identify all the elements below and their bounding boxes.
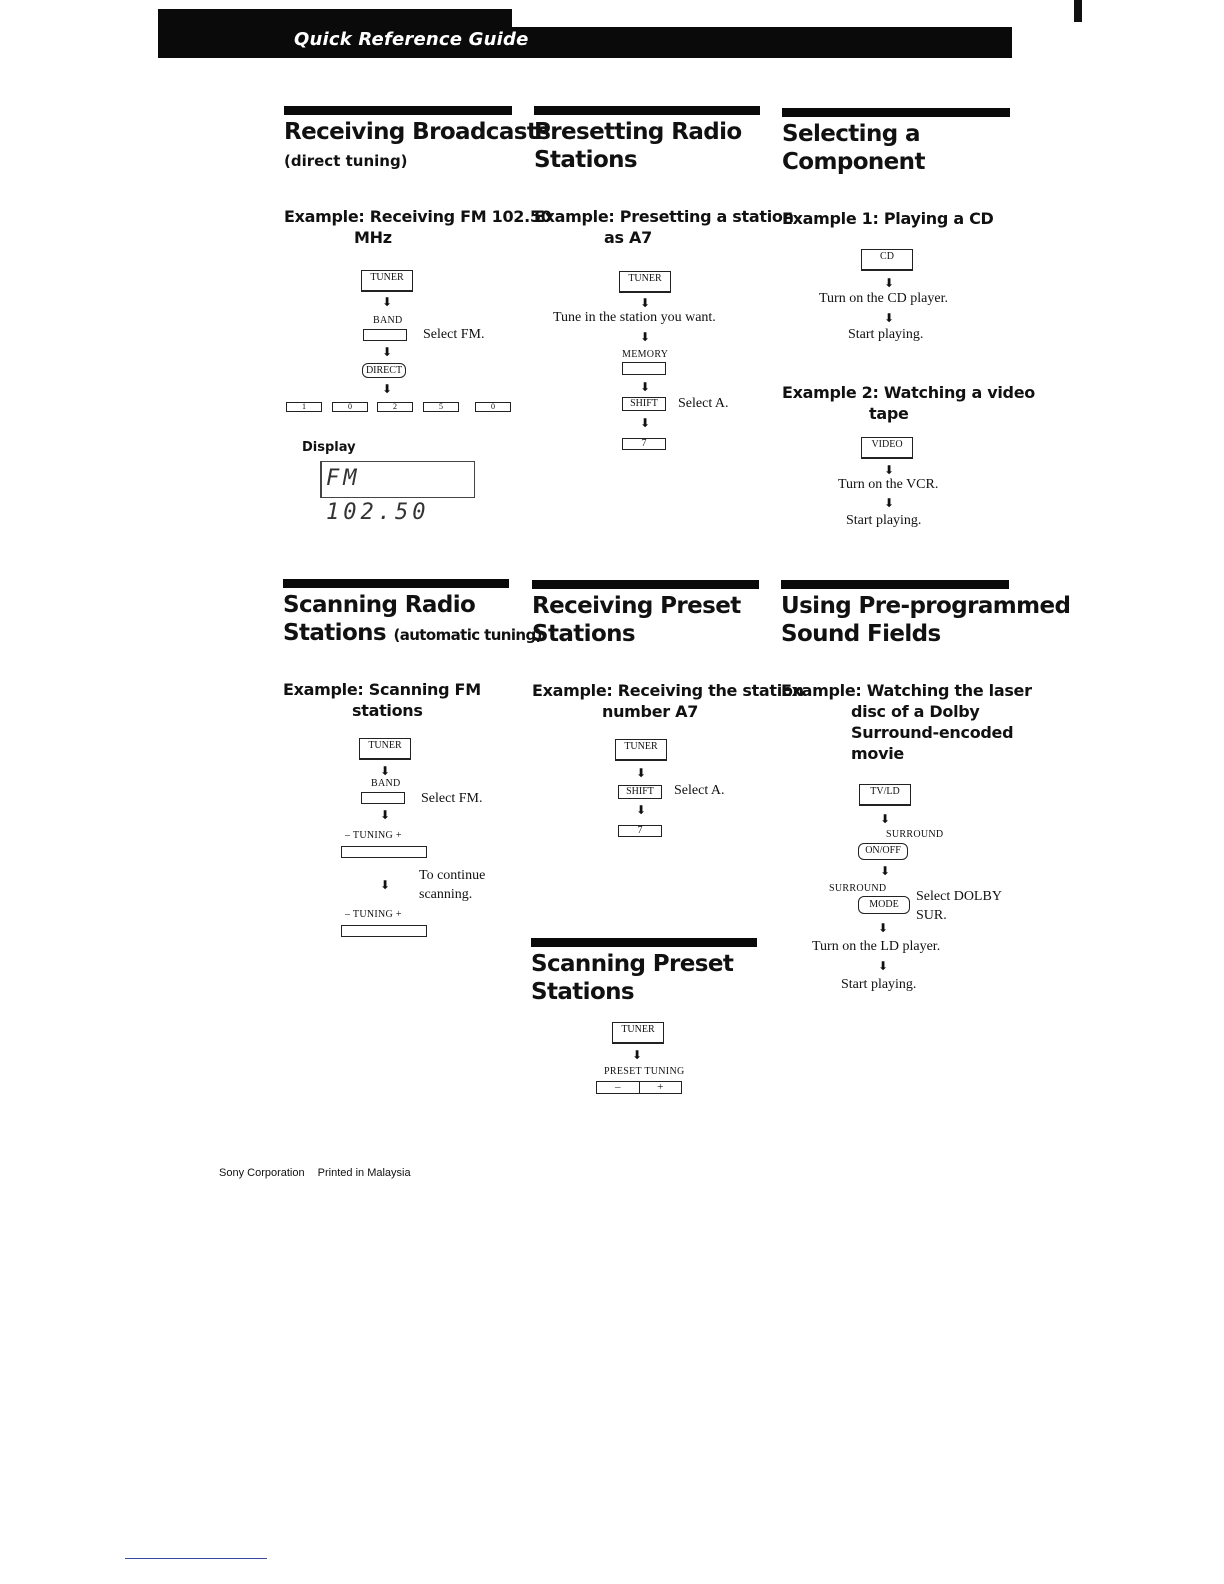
- example1-component: Example 1: Playing a CD: [782, 209, 994, 228]
- tuning-key: [341, 925, 427, 937]
- band-key: [361, 792, 405, 804]
- down-arrow-icon: ⬇: [632, 1048, 643, 1062]
- surround-label: SURROUND: [886, 829, 944, 840]
- title-line-2: Component: [782, 149, 925, 175]
- section-subtitle-receiving: (direct tuning): [284, 152, 408, 170]
- cd-on-text: Turn on the CD player.: [819, 291, 948, 306]
- down-arrow-icon: ⬇: [880, 864, 891, 878]
- section-title-component: [782, 120, 925, 176]
- example-cont: as A7: [604, 228, 652, 247]
- section-rule: [284, 106, 512, 115]
- select-dolby-text: [916, 887, 1002, 925]
- edge-marker: [1074, 0, 1082, 22]
- video-key: VIDEO: [861, 437, 913, 459]
- section-title-receiving-preset: [532, 592, 741, 648]
- section-rule: [781, 580, 1009, 589]
- down-arrow-icon: ⬇: [884, 311, 895, 325]
- tuner-key: TUNER: [612, 1022, 664, 1044]
- down-arrow-icon: ⬇: [382, 295, 393, 309]
- direct-key: DIRECT: [362, 363, 406, 378]
- example-receiving-preset: [532, 680, 804, 722]
- title-line-2: Stations: [531, 979, 635, 1005]
- digit-key-5: 5: [423, 402, 459, 412]
- down-arrow-icon: ⬇: [878, 921, 889, 935]
- tuning-label: – TUNING +: [345, 909, 402, 920]
- down-arrow-icon: ⬇: [380, 764, 391, 778]
- section-rule: [782, 108, 1010, 117]
- continue-line-2: scanning.: [419, 887, 473, 902]
- example-scanning: [283, 679, 481, 721]
- example-label: Example 2: Watching a video: [782, 383, 1035, 402]
- tuning-key: [341, 846, 427, 858]
- vcr-start-text: Start playing.: [846, 513, 922, 528]
- select-dolby-line-2: SUR.: [916, 908, 947, 923]
- select-a-text: Select A.: [674, 783, 725, 798]
- lcd-display: FM 102.50: [320, 461, 475, 498]
- memory-key: [622, 362, 666, 375]
- title-line-2-sub: (automatic tuning): [393, 626, 542, 644]
- ld-on-text: Turn on the LD player.: [812, 939, 941, 954]
- example-sound-fields: [781, 680, 1032, 764]
- footer: [219, 1167, 411, 1179]
- section-title-scanning-preset: [531, 950, 733, 1006]
- band-label: BAND: [373, 315, 403, 326]
- digit-key-2: 2: [377, 402, 413, 412]
- down-arrow-icon: ⬇: [380, 878, 391, 892]
- title-line-1: Selecting a: [782, 121, 920, 147]
- example-cont: stations: [352, 701, 423, 720]
- footer-company: Sony Corporation: [219, 1167, 305, 1179]
- digit-key-0b: 0: [475, 402, 511, 412]
- section-rule: [532, 580, 759, 589]
- digit-key-0: 0: [332, 402, 368, 412]
- digit-key-1: 1: [286, 402, 322, 412]
- down-arrow-icon: ⬇: [636, 803, 647, 817]
- band-key: [363, 329, 407, 341]
- tuning-label: – TUNING +: [345, 830, 402, 841]
- header-bar-extension: [158, 27, 1012, 58]
- preset-tuning-key: [596, 1081, 682, 1094]
- section-title-presetting: [534, 118, 742, 174]
- section-rule: [531, 938, 757, 947]
- down-arrow-icon: ⬇: [380, 808, 391, 822]
- title-line-2: Stations: [532, 621, 636, 647]
- tvld-key: TV/LD: [859, 784, 911, 806]
- continue-line-1: To continue: [419, 868, 486, 883]
- example-presetting: [534, 206, 794, 248]
- section-title-receiving: Receiving Broadcasts: [284, 119, 551, 145]
- onoff-key: ON/OFF: [858, 843, 908, 860]
- example-line: disc of a Dolby: [851, 702, 980, 721]
- band-label: BAND: [371, 778, 401, 789]
- select-fm-text: Select FM.: [423, 327, 485, 342]
- cd-key: CD: [861, 249, 913, 271]
- down-arrow-icon: ⬇: [636, 766, 647, 780]
- example-cont: number A7: [602, 702, 699, 721]
- select-fm-text: Select FM.: [421, 791, 483, 806]
- down-arrow-icon: ⬇: [884, 463, 895, 477]
- example-label: Example: Receiving the station: [532, 681, 804, 700]
- down-arrow-icon: ⬇: [382, 382, 393, 396]
- example-label: Example: Receiving FM 102.50: [284, 207, 552, 226]
- title-line-1: Scanning Radio: [283, 592, 476, 618]
- preset-plus: +: [657, 1081, 664, 1093]
- title-line-1: Receiving Preset: [532, 593, 741, 619]
- shift-key: SHIFT: [622, 397, 666, 411]
- down-arrow-icon: ⬇: [884, 276, 895, 290]
- key-7: 7: [622, 438, 666, 450]
- section-rule: [283, 579, 509, 588]
- title-line-2: [283, 619, 542, 649]
- page-title: Quick Reference Guide: [294, 29, 529, 50]
- section-title-scanning: [283, 591, 542, 649]
- preset-tuning-label: PRESET TUNING: [604, 1066, 685, 1077]
- example-cont: tape: [869, 404, 909, 423]
- example-receiving: [284, 206, 552, 248]
- example2-component: [782, 382, 1035, 424]
- footer-printed: Printed in Malaysia: [317, 1167, 411, 1179]
- down-arrow-icon: ⬇: [640, 296, 651, 310]
- example-line: movie: [851, 744, 904, 763]
- section-rule: [534, 106, 760, 115]
- shift-key: SHIFT: [618, 785, 662, 799]
- preset-minus: –: [597, 1082, 640, 1093]
- title-line-1: Using Pre-programmed: [781, 593, 1071, 619]
- display-label: Display: [302, 440, 356, 455]
- tuner-key: TUNER: [619, 271, 671, 293]
- down-arrow-icon: ⬇: [640, 416, 651, 430]
- key-7: 7: [618, 825, 662, 837]
- tuner-key: TUNER: [361, 270, 413, 292]
- example-label: Example: Presetting a station: [534, 207, 794, 226]
- example-cont: MHz: [354, 228, 392, 247]
- mode-key: MODE: [858, 896, 910, 914]
- section-title-sound-fields: [781, 592, 1070, 648]
- down-arrow-icon: ⬇: [382, 345, 393, 359]
- tuner-key: TUNER: [615, 739, 667, 761]
- vcr-on-text: Turn on the VCR.: [838, 477, 939, 492]
- example-line: Surround-encoded: [851, 723, 1014, 742]
- title-line-2-main: Stations: [283, 620, 387, 646]
- title-line-2: Stations: [534, 147, 638, 173]
- example-label: Example: Scanning FM: [283, 680, 481, 699]
- memory-label: MEMORY: [622, 349, 669, 360]
- example-label: Example: Watching the laser: [781, 681, 1032, 700]
- select-a-text: Select A.: [678, 396, 729, 411]
- surround-label: SURROUND: [829, 883, 887, 894]
- down-arrow-icon: ⬇: [884, 496, 895, 510]
- title-line-1: Scanning Preset: [531, 951, 734, 977]
- select-dolby-line-1: Select DOLBY: [916, 889, 1002, 904]
- ld-start-text: Start playing.: [841, 977, 917, 992]
- title-line-2: Sound Fields: [781, 621, 941, 647]
- down-arrow-icon: ⬇: [880, 812, 891, 826]
- title-line-1: Presetting Radio: [534, 119, 742, 145]
- tune-text: Tune in the station you want.: [553, 310, 716, 325]
- cd-start-text: Start playing.: [848, 327, 924, 342]
- continue-scanning-text: [419, 866, 485, 904]
- down-arrow-icon: ⬇: [878, 959, 889, 973]
- down-arrow-icon: ⬇: [640, 330, 651, 344]
- bottom-line: [125, 1558, 267, 1559]
- tuner-key: TUNER: [359, 738, 411, 760]
- down-arrow-icon: ⬇: [640, 380, 651, 394]
